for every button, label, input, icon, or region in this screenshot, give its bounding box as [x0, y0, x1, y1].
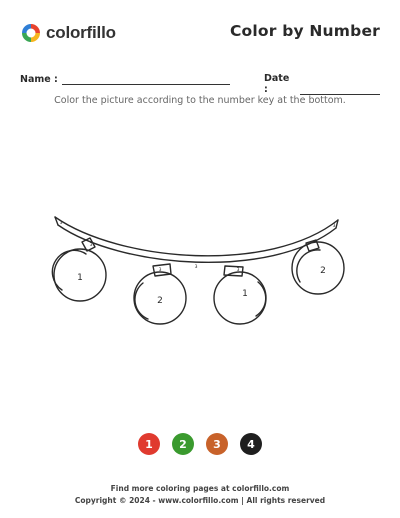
color-key [0, 433, 400, 455]
ornament-3[interactable] [214, 266, 266, 324]
name-field[interactable] [20, 73, 230, 85]
ornament-number: 1 [77, 273, 83, 283]
ornament-number: 1 [242, 289, 248, 299]
page-title: Color by Number [229, 22, 380, 40]
ornament-2[interactable] [134, 264, 186, 324]
footer-copyright: Copyright © 2024 - www.colorfillo.com | All rights reserved [74, 496, 326, 505]
brand-logo[interactable] [20, 22, 116, 44]
date-line[interactable] [300, 83, 380, 95]
name-line[interactable] [62, 73, 230, 85]
string-number: 3 [89, 243, 93, 248]
string-number: 3 [332, 224, 336, 229]
ornament-1[interactable] [52, 238, 106, 301]
color-key-2[interactable]: 2 [172, 433, 194, 455]
string-number: 3 [59, 221, 63, 226]
date-label: Date : [264, 73, 290, 95]
color-key-1[interactable]: 1 [138, 433, 160, 455]
brand-name: colorfillo [46, 23, 116, 42]
footer-promo: Find more coloring pages at colorfillo.com [110, 484, 290, 493]
color-key-3[interactable]: 3 [206, 433, 228, 455]
ornament-number: 2 [320, 266, 326, 276]
instruction-text: Color the picture according to the number key at the bottom. [54, 95, 346, 106]
string-number: 3 [158, 268, 162, 273]
ornament-number: 2 [157, 296, 163, 306]
page-footer [0, 483, 400, 507]
colorfillo-logo-icon [20, 22, 42, 44]
ornament-garland-drawing [0, 200, 400, 340]
form-fields [20, 73, 380, 95]
date-field[interactable] [264, 73, 380, 95]
name-label: Name : [20, 74, 58, 85]
string-number: 3 [236, 268, 240, 273]
string-number: 3 [194, 265, 198, 270]
color-key-4[interactable]: 4 [240, 433, 262, 455]
